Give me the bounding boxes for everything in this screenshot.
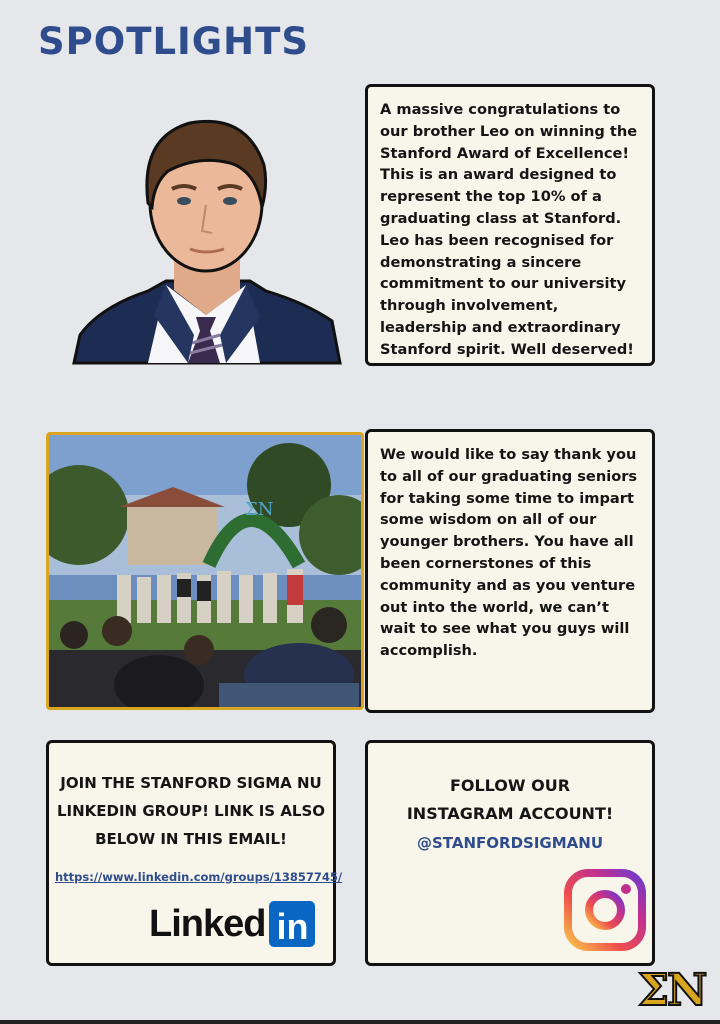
graduating-seniors-photo	[46, 432, 364, 710]
linkedin-card-title: JOIN THE STANFORD SIGMA NU LINKEDIN GROUP! LINK IS ALSO BELOW IN THIS EMAIL!	[56, 774, 326, 848]
instagram-handle[interactable]: @STANFORDSIGMANU	[417, 834, 603, 852]
instagram-card-title: FOLLOW OUR INSTAGRAM ACCOUNT!	[406, 776, 614, 823]
page-title: SPOTLIGHTS	[38, 20, 310, 63]
page-bottom-divider	[0, 1020, 720, 1024]
instagram-card	[365, 740, 655, 966]
linkedin-icon: in	[269, 901, 315, 947]
svg-text:ΣN: ΣN	[245, 499, 274, 520]
seniors-photo-image	[49, 435, 361, 707]
award-text: A massive congratulations to our brother Leo on winning the Stanford Award of Excellence! This is an award designed to represent the top 10% of a graduating class at Stanford. Leo has been recognised for demonstrating a sincere commitment to our university through involvement, leadership and extraordinary Stanford spirit. Well deserved!	[380, 101, 638, 358]
instagram-icon[interactable]	[564, 869, 646, 951]
award-text-card	[365, 84, 655, 366]
portrait-image	[70, 85, 342, 365]
seniors-text-card	[365, 429, 655, 713]
sigma-nu-logo: ΣN	[638, 965, 706, 1016]
seniors-text: We would like to say thank you to all of our graduating seniors for taking some time to impart some wisdom on all of our younger brothers. You have all been cornerstones of this community and as you venture out into the world, we can’t wait to see what you guys will accomplish.	[380, 446, 638, 660]
linkedin-logo[interactable]	[149, 901, 315, 947]
linkedin-logo-word: Linked	[149, 902, 266, 945]
linkedin-group-link[interactable]: https://www.linkedin.com/groups/13857745/	[55, 870, 343, 884]
linkedin-card	[46, 740, 343, 966]
